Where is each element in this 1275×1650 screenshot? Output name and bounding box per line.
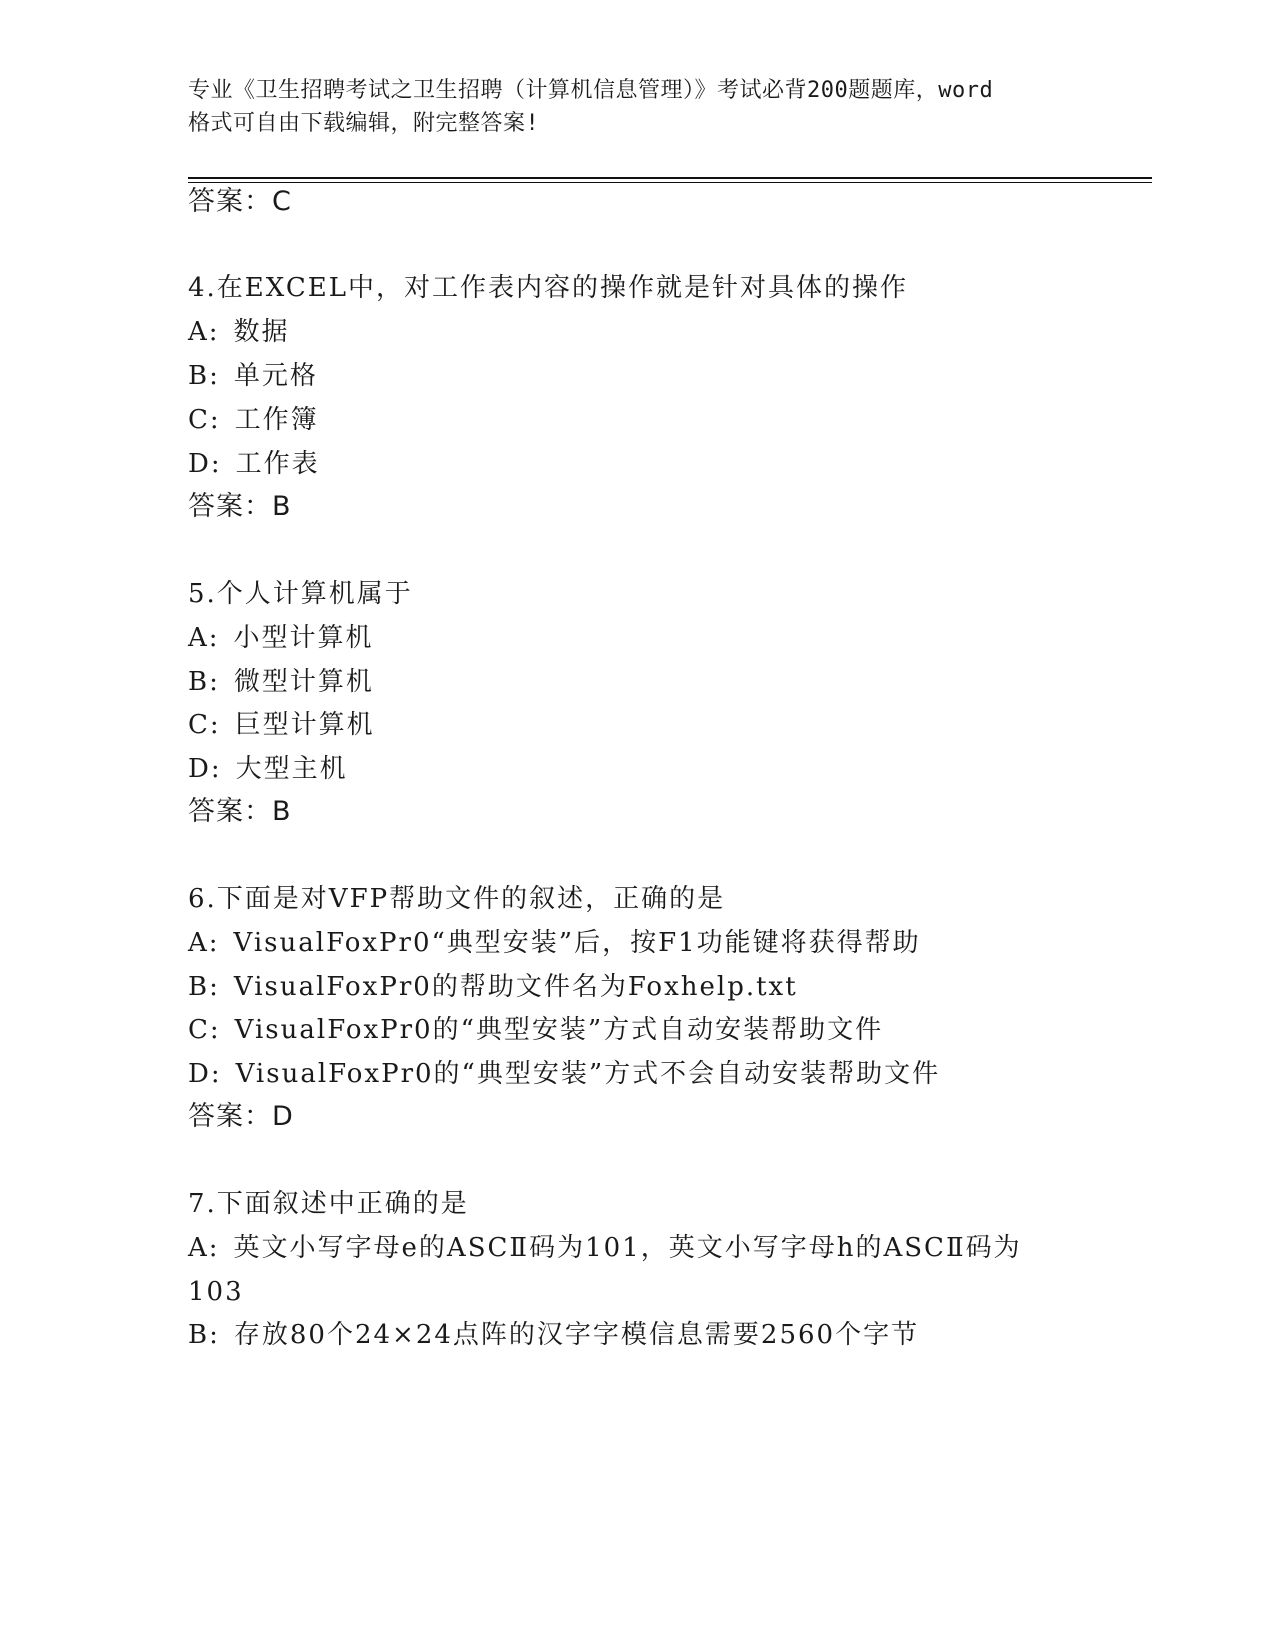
option-d xyxy=(188,753,348,785)
answer-line-prev xyxy=(188,186,292,218)
answer-line xyxy=(188,796,292,828)
option-text: 工作簿 xyxy=(234,405,319,435)
option-text: VisualFoxPr0的“典型安装”方式自动安装帮助文件 xyxy=(234,1015,884,1045)
answer-label: 答案： xyxy=(188,796,272,827)
option-text: 巨型计算机 xyxy=(234,710,375,740)
option-text: 小型计算机 xyxy=(233,623,374,653)
answer-label: 答案： xyxy=(188,186,272,217)
option-text: 存放80个24×24点阵的汉字字模信息需要2560个字节 xyxy=(233,1320,920,1350)
option-b xyxy=(188,1319,919,1351)
question-stem: 7.下面叙述中正确的是 xyxy=(188,1189,469,1219)
option-c xyxy=(188,404,319,436)
option-letter: C: xyxy=(188,405,221,435)
option-letter: A: xyxy=(188,928,220,958)
option-letter: C: xyxy=(188,1015,221,1045)
option-letter: B: xyxy=(188,361,220,391)
option-d xyxy=(188,448,320,480)
option-letter: B: xyxy=(188,667,220,697)
option-text: VisualFoxPr0“典型安装”后，按F1功能键将获得帮助 xyxy=(233,928,921,958)
header-line-2: 格式可自由下载编辑，附完整答案! xyxy=(188,111,540,136)
document-header xyxy=(188,74,1088,140)
answer-value: B xyxy=(272,491,292,522)
answer-value: D xyxy=(272,1101,294,1132)
answer-value: B xyxy=(272,796,292,827)
option-a xyxy=(188,316,290,348)
option-a xyxy=(188,622,374,654)
answer-label: 答案： xyxy=(188,491,272,522)
question-stem: 5.个人计算机属于 xyxy=(188,579,413,609)
option-text: VisualFoxPr0的帮助文件名为Foxhelp.txt xyxy=(233,972,798,1002)
option-d xyxy=(188,1058,940,1090)
header-divider-thick xyxy=(188,177,1152,179)
header-line-1: 专业《卫生招聘考试之卫生招聘（计算机信息管理）》考试必背200题题库，word xyxy=(188,78,994,103)
option-c xyxy=(188,1014,883,1046)
question-stem: 6.下面是对VFP帮助文件的叙述，正确的是 xyxy=(188,884,726,914)
answer-line xyxy=(188,491,292,523)
option-text: 单元格 xyxy=(233,361,318,391)
option-letter: D: xyxy=(188,754,222,784)
option-letter: B: xyxy=(188,972,220,1002)
header-divider-thin xyxy=(188,182,1152,183)
option-letter: D: xyxy=(188,449,222,479)
option-letter: A: xyxy=(188,317,220,347)
option-letter: B: xyxy=(188,1320,220,1350)
option-text: 工作表 xyxy=(235,449,320,479)
option-text: 数据 xyxy=(233,317,290,347)
option-text: VisualFoxPr0的“典型安装”方式不会自动安装帮助文件 xyxy=(235,1059,941,1089)
option-letter: D: xyxy=(188,1059,222,1089)
option-text: 英文小写字母e的ASCⅡ码为101，英文小写字母h的ASCⅡ码为 xyxy=(233,1233,1022,1263)
answer-value: C xyxy=(272,186,292,217)
option-text: 大型主机 xyxy=(235,754,348,784)
option-text: 微型计算机 xyxy=(233,667,374,697)
answer-line xyxy=(188,1101,294,1133)
option-b xyxy=(188,666,374,698)
option-a xyxy=(188,927,921,959)
answer-label: 答案： xyxy=(188,1101,272,1132)
option-c xyxy=(188,709,375,741)
option-letter: A: xyxy=(188,1233,220,1263)
question-stem: 4.在EXCEL中，对工作表内容的操作就是针对具体的操作 xyxy=(188,273,908,303)
option-b xyxy=(188,971,798,1003)
option-b xyxy=(188,360,318,392)
option-a xyxy=(188,1232,1022,1264)
option-letter: A: xyxy=(188,623,220,653)
option-a-continuation: 103 xyxy=(188,1277,244,1307)
option-letter: C: xyxy=(188,710,221,740)
